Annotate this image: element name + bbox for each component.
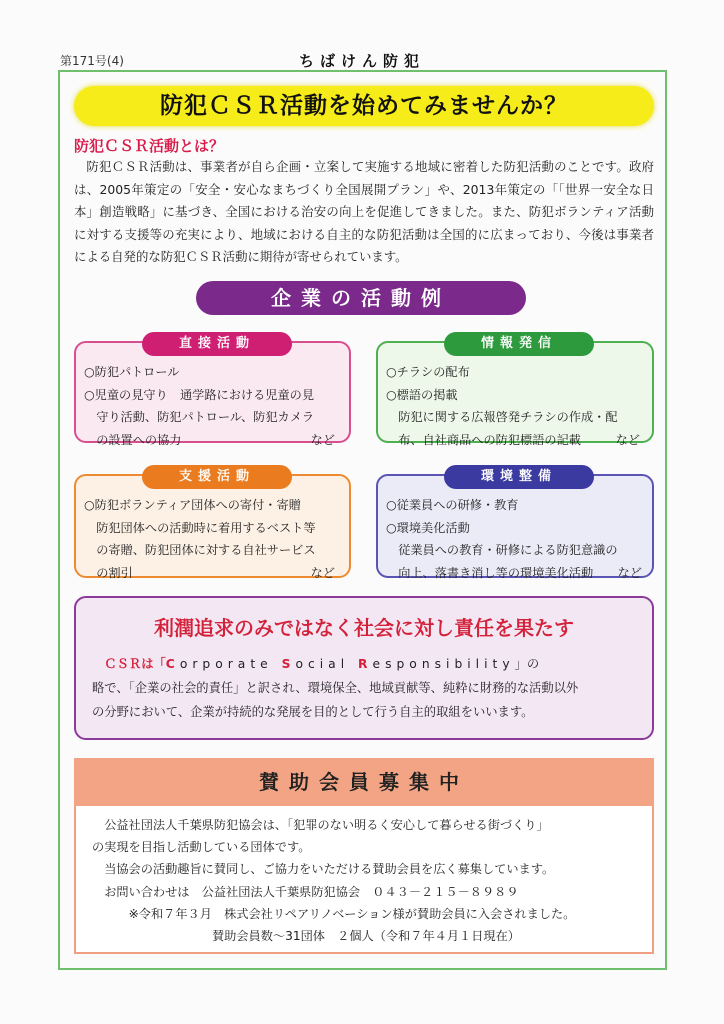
csr-line1 [92,652,640,676]
recruit-line: 公益社団法人千葉県防犯協会は、「犯罪のない明るく安心して暮らせる街づくり」 [104,818,549,832]
recruit-line: 当協会の活動趣旨に賛同し、ご協力をいただける賛助会員を広く募集しています。 [104,862,555,877]
recruit-box [74,806,654,954]
list-item-cont: の設置への協力 [96,432,182,447]
list-item-cont: 守り活動、防犯パトロール、防犯カメラ [96,410,315,424]
csr-word: ocial [295,657,359,671]
list-item-cont: 向上、落書き消し等の環境美化活動 [398,565,594,580]
list-item-cont: 防犯団体への活動時に着用するベスト等 [96,520,316,535]
csr-word: esponsibility [372,657,515,671]
tag-support-activity: 支援活動 [142,465,292,489]
list-item-cont: 従業員への教育・研修による防犯意識の [398,543,618,557]
recruit-count: 賛助会員数～31団体 ２個人（令和７年４月１日現在） [211,929,520,944]
list-item: ○従業員への研修・教育 [386,498,519,512]
csr-lead: ＣＳＲは「 [104,657,166,671]
recruit-text [92,814,640,947]
csr-line2: 略で、「企業の社会的責任」と訳され、環境保全、地域貢献等、純粋に財務的な活動以外 [92,681,579,695]
etc-label: など [617,565,642,580]
card-environment [376,469,654,580]
list-item: ○防犯ボランティア団体への寄付・寄贈 [84,498,301,512]
csr-letter-c: C [165,657,180,671]
recruit-contact: お問い合わせは 公益社団法人千葉県防犯協会 ０４３－２１５－８９８９ [104,884,519,899]
list-item-cont: の寄贈、防犯団体に対する自社サービス [96,543,316,557]
recruit-note: ※令和７年３月 株式会社リペアリノベーション様が賛助会員に入会されました。 [128,906,576,921]
etc-label: など [310,565,335,580]
list-item: ○環境美化活動 [386,520,470,535]
card-info-sending [376,336,654,447]
recruit-title: 賛助会員募集中 [74,758,654,806]
list-item: ○チラシの配布 [386,365,470,379]
etc-label: など [310,432,335,447]
list-item-cont: の割引 [96,565,133,580]
newsletter-title: ちばけん防犯 [298,52,425,70]
csr-word: orporate [179,657,282,671]
list-item-cont: 防犯に関する広報啓発チラシの作成・配 [398,410,618,424]
csr-close: 」の [514,657,540,671]
examples-title: 企業の活動例 [196,281,526,315]
csr-box [74,596,654,740]
csr-letter-r: R [358,657,373,671]
csr-heading: 利潤追求のみではなく社会に対し責任を果たす [154,616,574,640]
list-item: ○児童の見守り 通学路における児童の見 [84,387,315,402]
main-banner: 防犯ＣＳＲ活動を始めてみませんか？ [74,86,654,126]
intro-heading: 防犯ＣＳＲ活動とは？ [74,137,225,155]
csr-text [92,652,640,724]
tag-environment: 環境整備 [444,465,594,489]
csr-line3: の分野において、企業が持続的な発展を目的として行う自主的取組をいいます。 [92,705,534,719]
list-item: ○標語の掲載 [386,387,458,402]
issue-number: 第171号(4) [60,54,124,68]
list-item-cont: 布、自社商品への防犯標語の記載 [398,432,581,447]
card-direct-activity [74,336,351,447]
recruit-line: の実現を目指し活動している団体です。 [92,840,311,855]
etc-label: など [615,432,640,447]
tag-info-sending: 情報発信 [444,332,594,356]
csr-letter-s: S [281,657,296,671]
list-item: ○防犯パトロール [84,365,180,379]
tag-direct-activity: 直接活動 [142,332,292,356]
card-support-activity [74,469,351,580]
intro-body: 防犯ＣＳＲ活動は、事業者が自ら企画・立案して実施する地域に密着した防犯活動のことです。政府は、2005年策定の「安全・安心なまちづくり全国展開プラン」や、2013年策定の「「世界一安全な日本」創造戦略」に基づき、全国における治安の向上を促進してきました。また、防犯ボランティア活動に対する支援等の充実により、地域における自主的な防犯活動は全国的に広まっており、今後は事業者による自発的な防犯ＣＳＲ活動に期待が寄せられています。 [74,159,654,264]
